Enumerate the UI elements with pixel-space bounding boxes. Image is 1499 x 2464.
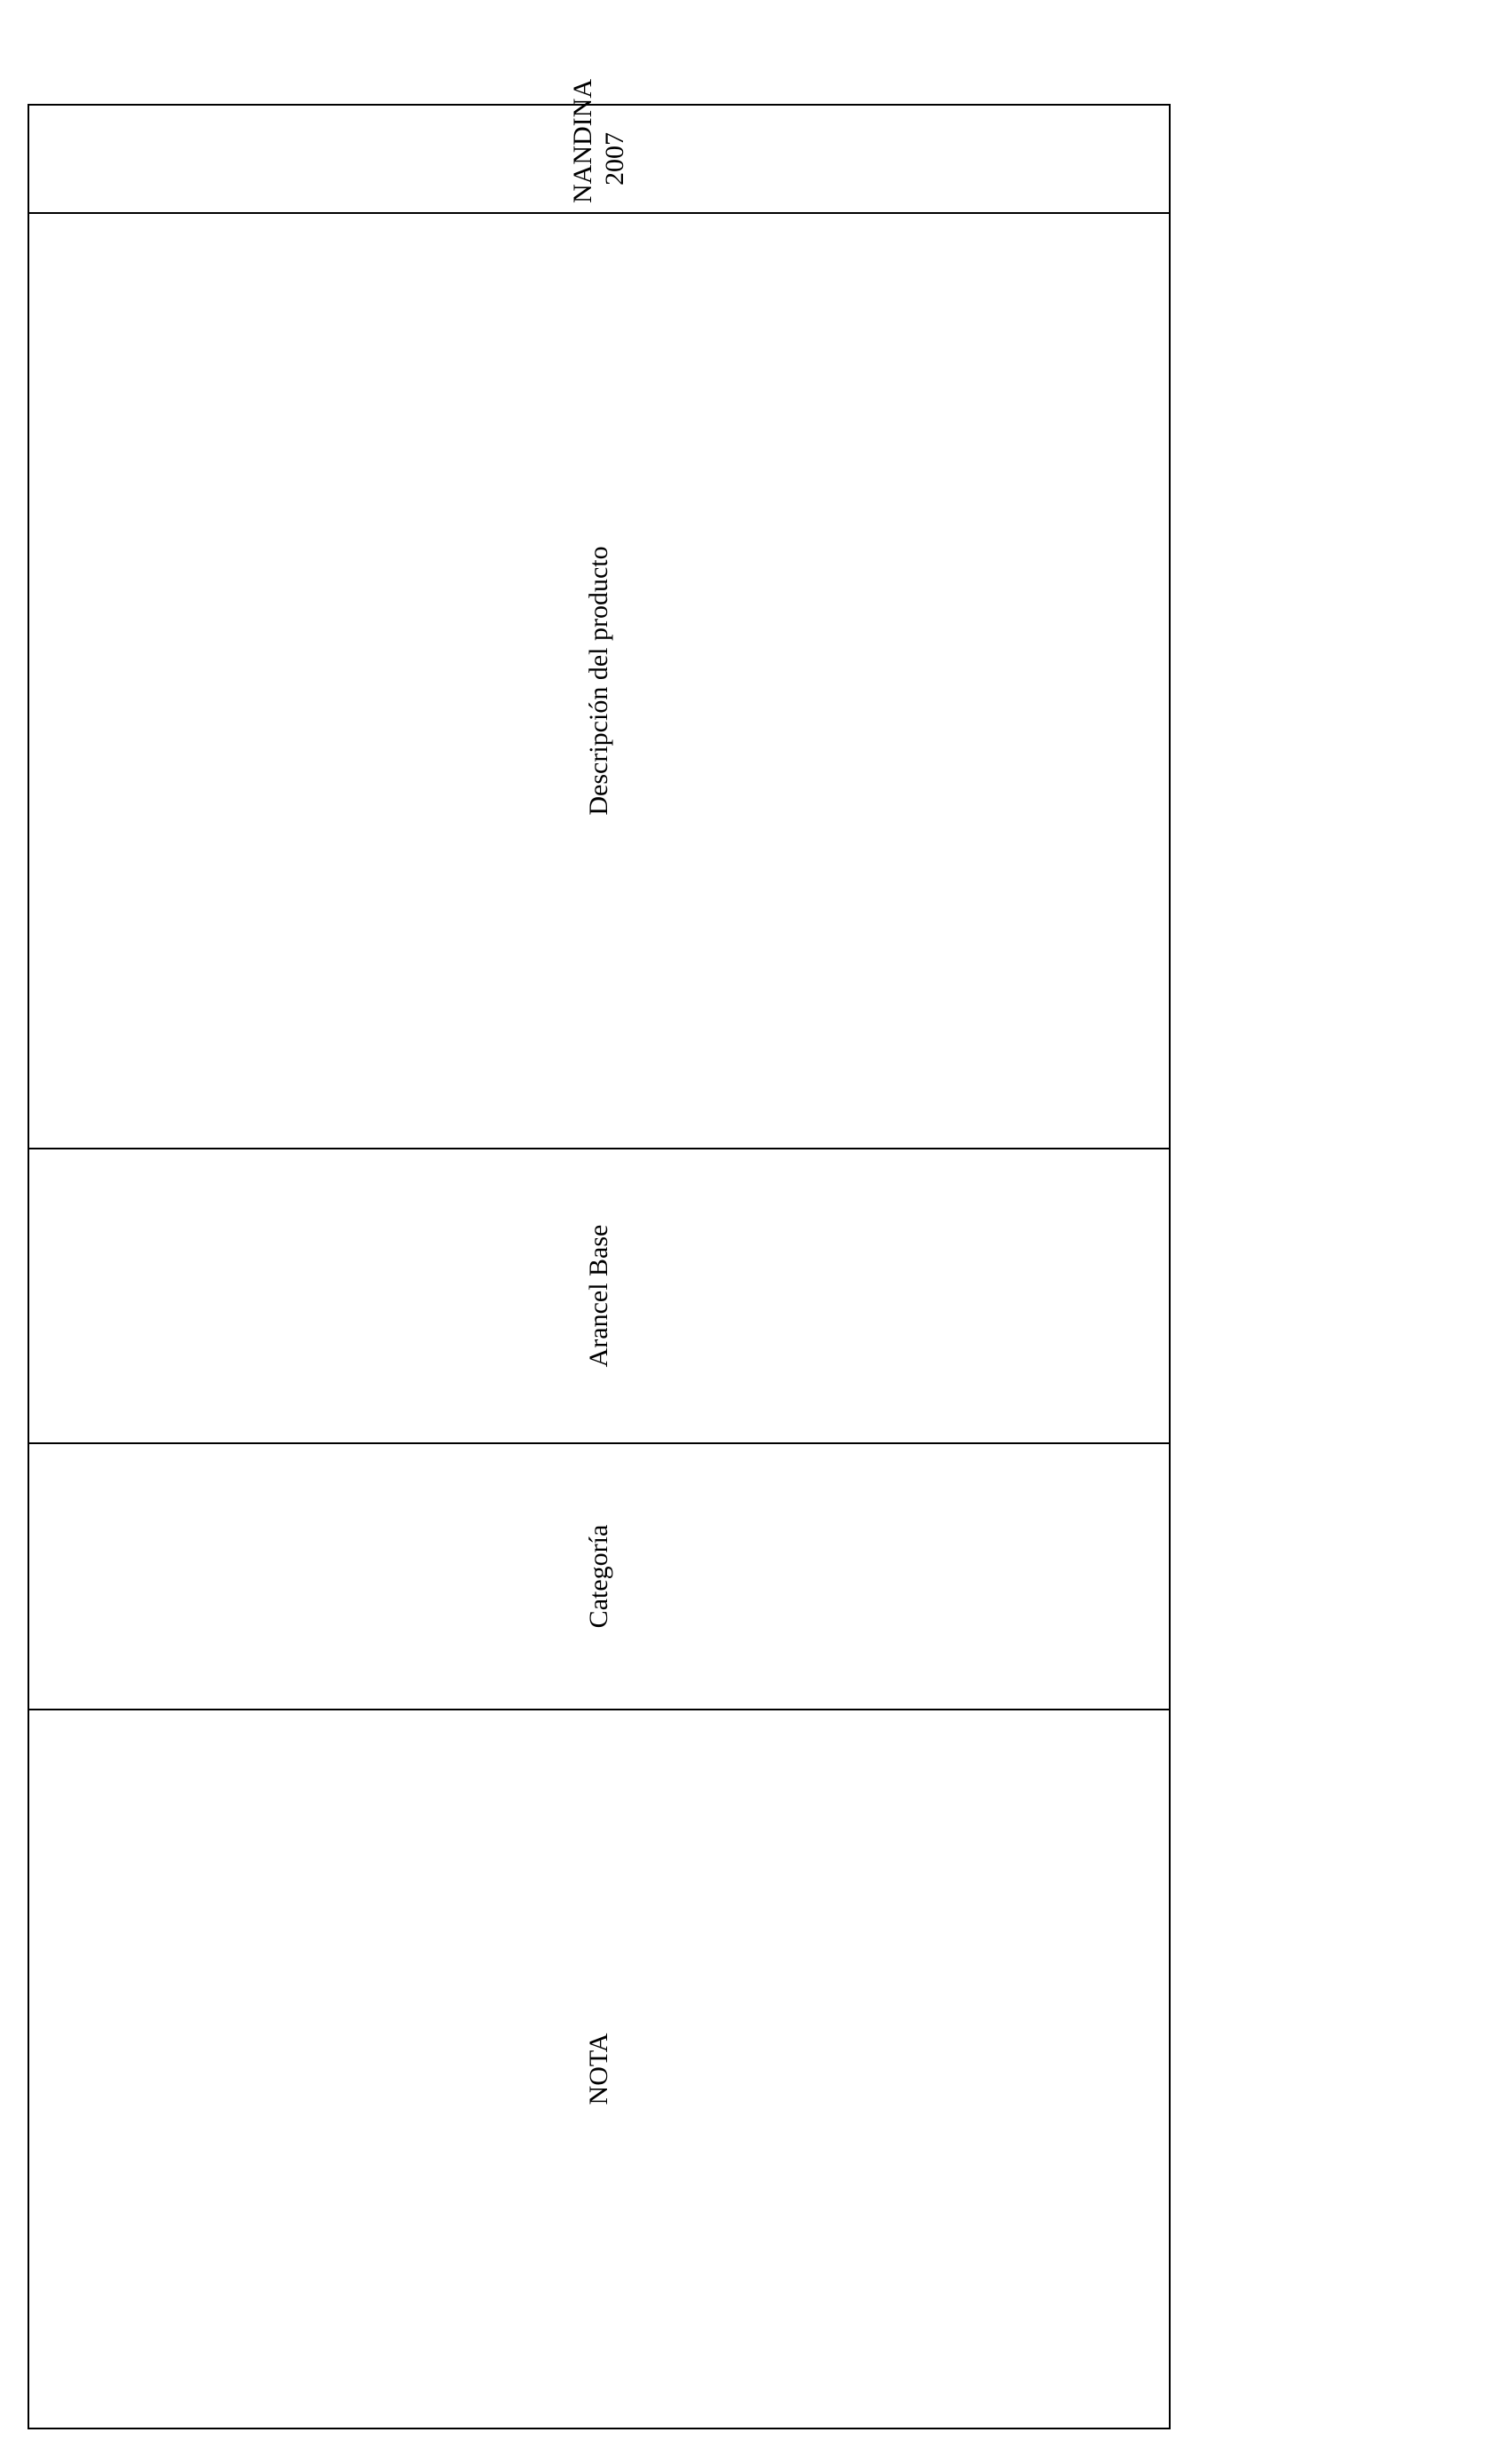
tariff-table xyxy=(28,79,1171,2429)
rotated-page xyxy=(28,79,1171,2429)
header-nandina: NANDINA 2007 xyxy=(28,105,1170,213)
header-row xyxy=(28,105,1170,2428)
header-arancel-base: Arancel Base xyxy=(28,1149,1170,1443)
header-nota: NOTA xyxy=(28,1710,1170,2428)
header-descripcion: Descripción del producto xyxy=(28,213,1170,1149)
header-categoria: Categoría xyxy=(28,1443,1170,1710)
